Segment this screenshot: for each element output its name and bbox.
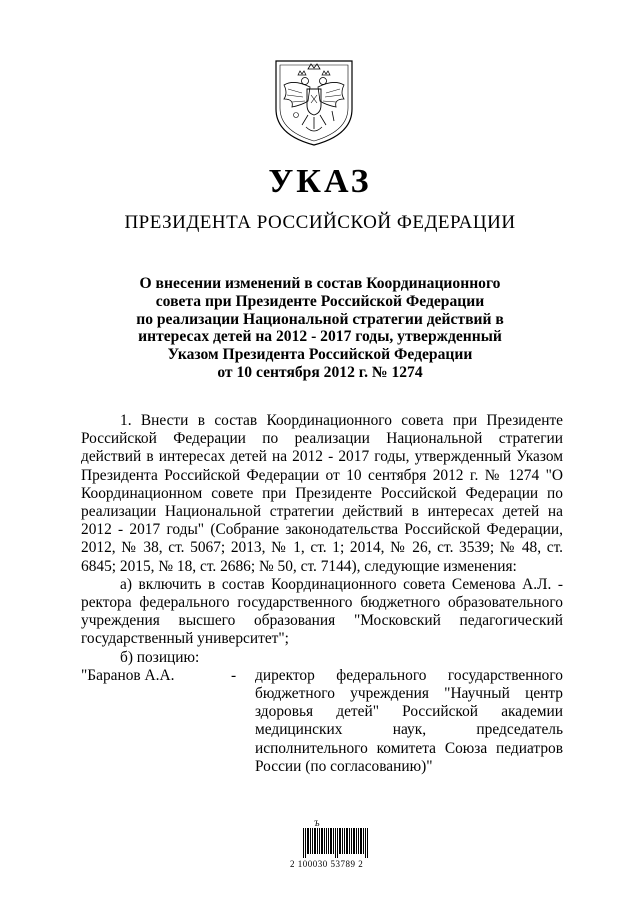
heading-line: совета при Президенте Российской Федерации	[155, 292, 485, 310]
paragraph-a: а) включить в состав Координационного совета Семенова А.Л. - ректора федерального государственного бюджетного образовательного учреждения высшего образования "Московский педагогический государственный университет";	[81, 575, 563, 648]
paragraph-b: б) позицию:	[120, 648, 200, 666]
paragraph-1: 1. Внести в состав Координационного совета при Президенте Российской Федерации по реализации Национальной стратегии действий в интересах детей на 2012 - 2017 годы, утвержденный Указом Президента Российской Федерации от 10 сентября 2012 г. № 1274 "О Координационном совете при Президенте Российской Федерации по реализации Национальной стратегии действий в интересах детей на 2012 - 2017 годы" (Собрание законодательства Российской Федерации, 2012, № 38, ст. 5067; 2013, № 1, ст. 1; 2014, № 26, ст. 3539; № 48, ст. 6845; 2015, № 18, ст. 2686; № 50, ст. 7144), следующие изменения:	[81, 412, 563, 575]
barcode-mark: Ъ	[314, 819, 320, 828]
position-dash: -	[231, 666, 237, 684]
position-entry	[81, 667, 563, 777]
russian-coat-of-arms-icon	[272, 55, 356, 147]
heading-line: Указом Президента Российской Федерации	[167, 346, 473, 364]
document-subtitle: ПРЕЗИДЕНТА РОССИЙСКОЙ ФЕДЕРАЦИИ	[124, 212, 516, 233]
document-title: УКАЗ	[268, 163, 372, 200]
decree-heading	[90, 275, 550, 382]
position-name: "Баранов А.А.	[81, 666, 175, 684]
heading-line: О внесении изменений в состав Координационного	[139, 275, 501, 292]
decree-body	[81, 412, 563, 777]
barcode-icon	[303, 828, 369, 858]
position-description: директор федерального государственного бюджетного учреждения "Научный центр здоровья детей" Российской академии медицинских наук, председатель исполнительного комитета Союза педиатров России (по согласованию)"	[255, 666, 563, 775]
heading-line: интересах детей на 2012 - 2017 годы, утвержденный	[138, 328, 502, 346]
barcode-number: 2 100030 53789 2	[290, 859, 364, 869]
heading-line: от 10 сентября 2012 г. № 1274	[217, 363, 423, 381]
heading-line: по реализации Национальной стратегии действий в	[136, 310, 504, 328]
